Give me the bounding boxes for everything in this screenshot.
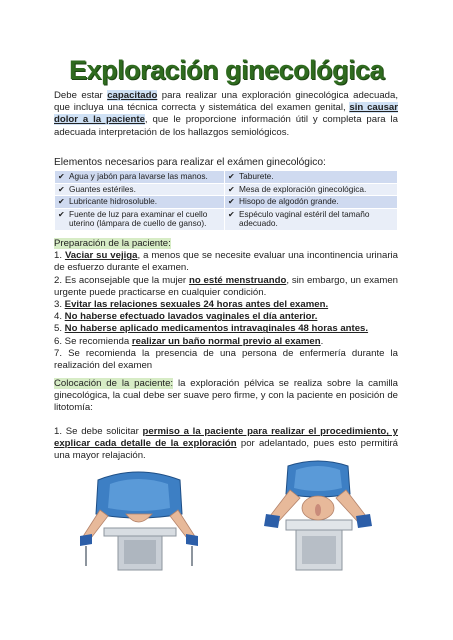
positioning-heading: Colocación de la paciente: <box>54 378 174 389</box>
preparation-item-u: Evitar las relaciones sexuales 24 horas antes del examen. <box>64 299 329 311</box>
check-icon: ✔ <box>58 184 65 194</box>
gown-highlight <box>108 479 170 511</box>
elements-cell <box>225 208 398 230</box>
exam-chair-panel <box>302 536 336 564</box>
intro-keyword-capacitado: capacitado <box>107 90 158 101</box>
preparation-item <box>54 311 398 323</box>
intro-text-3: , que le proporcione información útil y completa para la adecuada interpretación de los hallazgos semiológicos. <box>54 114 398 138</box>
preparation-item <box>54 348 398 372</box>
preparation-item-num: 5. <box>54 323 65 335</box>
preparation-item-num: 1. <box>54 250 65 262</box>
check-icon: ✔ <box>228 197 235 207</box>
check-icon: ✔ <box>58 197 65 207</box>
preparation-item-pre: Es aconsejable que la mujer <box>64 274 189 286</box>
preparation-item <box>54 299 398 311</box>
intro-keyword-sin-dolor: sin causar dolor a la paciente <box>54 102 399 126</box>
elements-cell-text: Mesa de exploración ginecológica. <box>239 183 367 194</box>
elements-cell <box>225 183 398 196</box>
elements-row <box>55 183 398 196</box>
preparation-item-u: Vaciar su vejiga <box>64 250 138 262</box>
preparation-item-rest: . <box>320 335 324 347</box>
elements-cell <box>55 208 225 230</box>
intro-text-1: Debe estar <box>54 90 108 101</box>
preparation-heading: Preparación de la paciente: <box>54 238 171 249</box>
elements-cell <box>55 183 225 196</box>
intro-text-2: para realizar una exploración ginecológica adecuada, que incluya una técnica correcta y sistemática del examen genital, <box>54 90 398 114</box>
elements-cell <box>225 171 398 184</box>
preparation-item-u: No haberse efectuado lavados vaginales el día anterior. <box>64 311 318 323</box>
preparation-item-u: realizar un baño normal previo al examen <box>131 335 321 347</box>
elements-cell <box>55 171 225 184</box>
positioning-text: la exploración pélvica se realiza sobre la camilla ginecológica, la cual debe ser suave pero firme, y con la paciente en posición de litotomía: <box>54 378 398 414</box>
intro-paragraph <box>54 90 398 139</box>
preparation-item-num: 2. <box>54 274 65 286</box>
elements-cell-text: Guantes estériles. <box>69 183 136 194</box>
elements-cell-text: Espéculo vaginal estéril del tamaño adecuado. <box>239 208 370 229</box>
preparation-item <box>54 275 398 299</box>
elements-cell-text: Hisopo de algodón grande. <box>239 196 339 207</box>
exam-chair-seat <box>286 520 352 530</box>
preparation-item-rest: , a menos que se necesite evaluar una incontinencia urinaria de esfuerzo durante el examen. <box>54 250 398 274</box>
preparation-item-u: no esté menstruando <box>188 274 287 286</box>
preparation-section <box>54 238 398 372</box>
pelvis <box>126 514 152 522</box>
gown-highlight <box>294 466 342 491</box>
right-shoe <box>356 514 372 528</box>
preparation-item-rest: , sin embargo, un examen urgente puede practicarse en cualquier condición. <box>54 274 398 298</box>
elements-cell-text: Taburete. <box>239 171 274 181</box>
preparation-item-num: 6. <box>54 335 65 347</box>
elements-cell-text: Fuente de luz para examinar el cuello uterino (lámpara de cuello de ganso). <box>69 208 208 229</box>
page-title: Exploración ginecológica <box>68 55 385 85</box>
preparation-item-num: 4. <box>54 311 65 323</box>
preparation-item <box>54 336 398 348</box>
elements-row <box>55 196 398 209</box>
lithotomy-illustration-frontal <box>258 458 378 574</box>
check-icon: ✔ <box>58 209 65 219</box>
elements-cell-text: Agua y jabón para lavarse las manos. <box>69 171 208 181</box>
preparation-item <box>54 323 398 335</box>
step-1-rest: por adelantado, pues esto permitirá una mayor relajación. <box>54 438 398 462</box>
elements-cell-text: Lubricante hidrosoluble. <box>69 196 158 207</box>
genital-area <box>315 504 321 516</box>
right-shoe <box>186 534 198 546</box>
step-1-emphasis: permiso a la paciente para realizar el procedimiento, y explicar cada detalle de la exploración <box>54 426 398 450</box>
check-icon: ✔ <box>58 172 65 181</box>
check-icon: ✔ <box>228 209 235 219</box>
elements-row <box>55 171 398 184</box>
elements-cell <box>225 196 398 209</box>
preparation-item-num: 7. <box>54 347 69 359</box>
preparation-item-u: No haberse aplicado medicamentos intravaginales 48 horas antes. <box>64 323 369 335</box>
positioning-paragraph <box>54 378 398 415</box>
left-shoe <box>80 534 92 546</box>
check-icon: ✔ <box>228 184 235 194</box>
preparation-item-num: 3. <box>54 299 65 311</box>
elements-row <box>55 208 398 230</box>
preparation-item <box>54 250 398 274</box>
left-shoe <box>264 514 280 528</box>
elements-cell <box>55 196 225 209</box>
lithotomy-illustration-front <box>78 462 200 572</box>
check-icon: ✔ <box>228 172 235 181</box>
preparation-item-pre: Se recomienda <box>64 335 132 347</box>
elements-heading: Elementos necesarios para realizar el exámen ginecológico: <box>54 157 326 168</box>
preparation-item-rest: Se recomienda la presencia de una persona de enfermería durante la realización del examen <box>54 347 398 372</box>
step-1-number: 1. Se debe solicitar <box>54 426 143 437</box>
elements-table <box>54 170 398 231</box>
exam-chair-edge <box>104 528 176 536</box>
exam-chair-panel <box>124 540 156 564</box>
